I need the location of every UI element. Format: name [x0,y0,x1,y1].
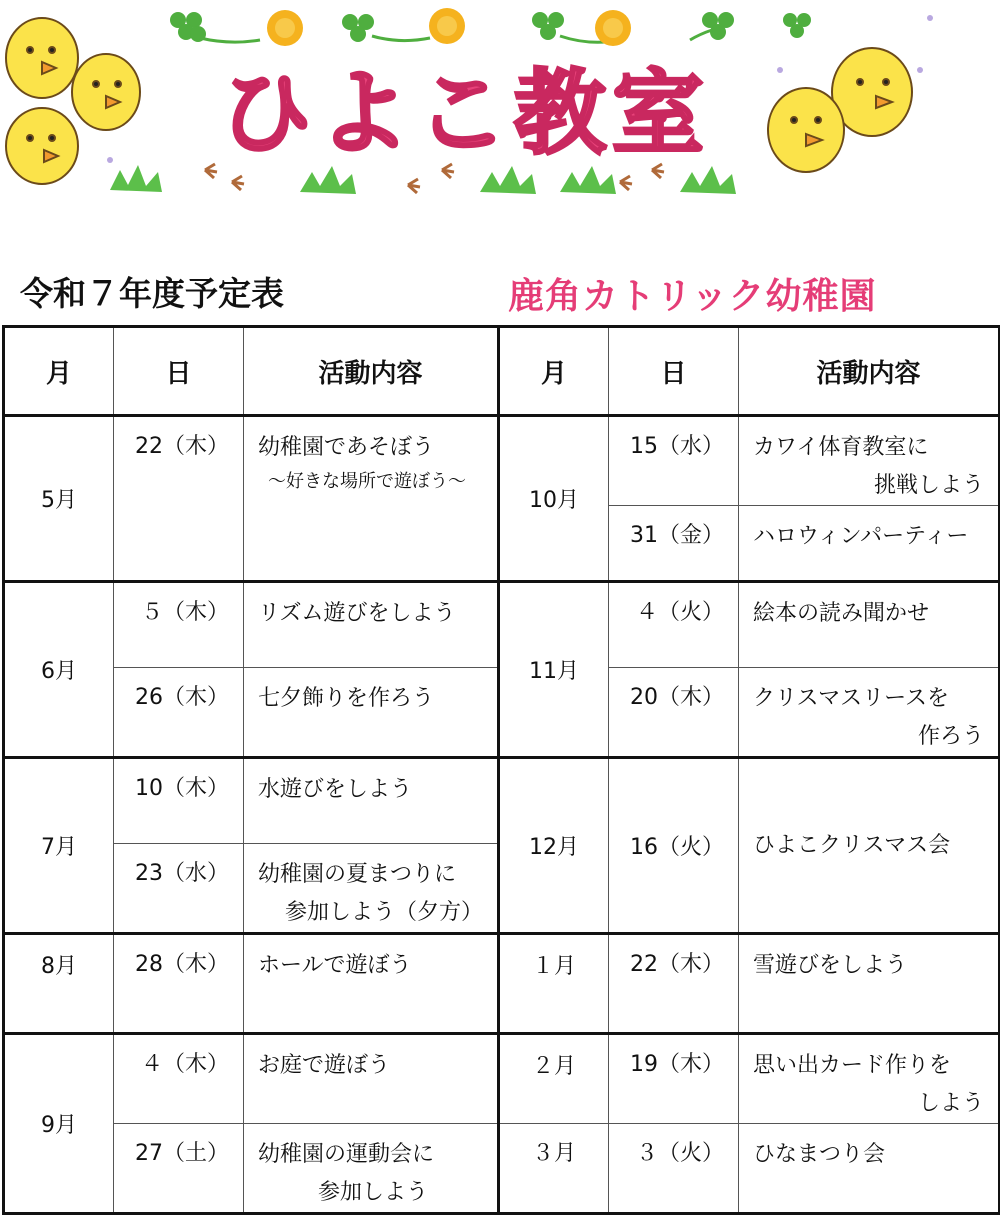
month-cell: 8月 [4,934,114,1034]
table-row [4,416,1000,506]
activity-cell: ひよこクリスマス会 [739,758,1000,934]
day-cell: 27（土） [114,1124,244,1214]
day-cell: 16（火） [609,758,739,934]
month-cell: ３月 [499,1124,609,1214]
activity-text: 思い出カード作りを [753,1053,952,1078]
page-title: ひよこ教室 [219,60,710,167]
header-activity-right: 活動内容 [739,327,1000,416]
header-day: 日 [114,327,244,416]
schedule-subtitle: 令和７年度予定表 [20,274,284,313]
table-row [4,934,1000,1034]
schedule-table [2,325,1000,1215]
header-activity: 活動内容 [244,327,499,416]
header-day-right: 日 [609,327,739,416]
activity-text-cont: 参加しよう（夕方） [284,900,483,925]
table-row [4,758,1000,844]
activity-text-cont: 挑戦しよう [873,473,984,498]
activity-cell [739,416,1000,506]
table-row [4,582,1000,668]
month-cell: 7月 [4,758,114,934]
day-cell: ４（木） [114,1034,244,1124]
school-name: 鹿角カトリック幼稚園 [508,276,877,317]
activity-cell [739,1034,1000,1124]
day-cell: 22（木） [114,416,244,582]
activity-cell: 雪遊びをしよう [739,934,1000,1034]
activity-cell [244,844,499,934]
activity-cell: ホールで遊ぼう [244,934,499,1034]
day-cell: 31（金） [609,506,739,582]
activity-cell: ハロウィンパーティー [739,506,1000,582]
table-header-row [4,327,1000,416]
activity-cell: 水遊びをしよう [244,758,499,844]
table-row [4,1124,1000,1214]
day-cell: ４（火） [609,582,739,668]
day-cell: 23（水） [114,844,244,934]
activity-text: カワイ体育教室に [753,435,929,460]
day-cell: 22（木） [609,934,739,1034]
activity-cell [244,416,499,582]
day-cell: ３（火） [609,1124,739,1214]
day-cell: 19（木） [609,1034,739,1124]
day-cell: 20（木） [609,668,739,758]
chick-illustration-right [768,48,912,172]
chick-illustration [6,18,140,184]
day-cell: 28（木） [114,934,244,1034]
table-row [4,1034,1000,1124]
month-cell: 9月 [4,1034,114,1214]
activity-text-cont: 作ろう [917,724,984,749]
activity-text: 幼稚園の運動会に [258,1142,435,1167]
day-cell: 10（木） [114,758,244,844]
activity-text: クリスマスリースを [753,686,950,711]
day-cell: ５（木） [114,582,244,668]
day-cell: 26（木） [114,668,244,758]
activity-cell [244,1124,499,1214]
month-cell: ２月 [499,1034,609,1124]
month-cell: １月 [499,934,609,1034]
activity-text-cont: しよう [917,1091,984,1116]
month-cell: 12月 [499,758,609,934]
header-month: 月 [4,327,114,416]
activity-cell: ひなまつり会 [739,1124,1000,1214]
activity-text: 幼稚園であそぼう [258,435,435,460]
activity-cell: 絵本の読み聞かせ [739,582,1000,668]
month-cell: 5月 [4,416,114,582]
activity-text-cont: 参加しよう [318,1180,429,1205]
day-cell: 15（水） [609,416,739,506]
header-month-right: 月 [499,327,609,416]
month-cell: 6月 [4,582,114,758]
activity-cell [739,668,1000,758]
activity-cell: お庭で遊ぼう [244,1034,499,1124]
activity-text: 幼稚園の夏まつりに [258,862,457,887]
month-cell: 11月 [499,582,609,758]
month-cell: 10月 [499,416,609,582]
activity-cell: リズム遊びをしよう [244,582,499,668]
clover-decoration [170,12,811,42]
activity-subtext: ～好きな場所で遊ぼう～ [268,471,466,492]
activity-cell: 七夕飾りを作ろう [244,668,499,758]
